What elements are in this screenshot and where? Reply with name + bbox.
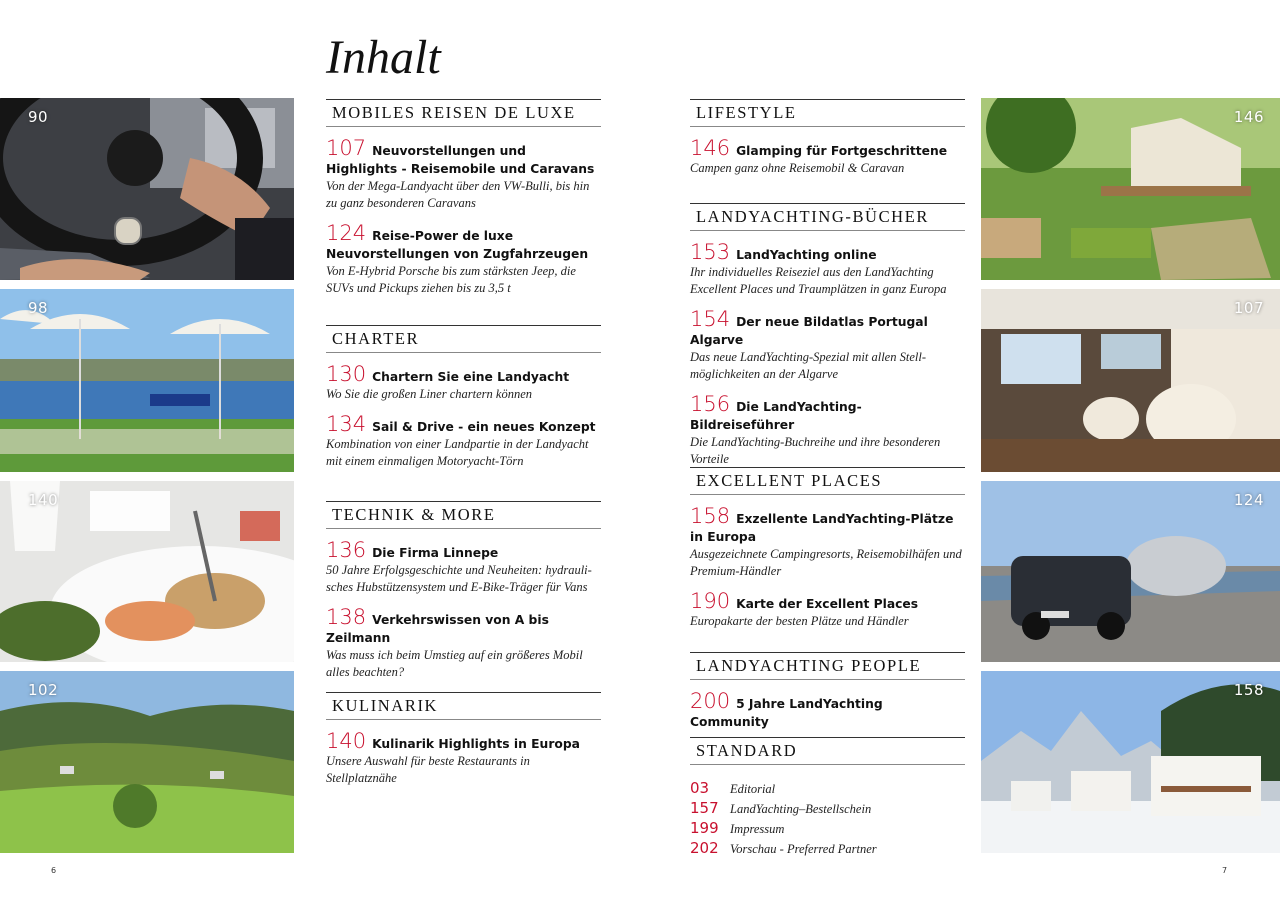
toc-section bbox=[326, 325, 601, 470]
photo-page-number: 98 bbox=[28, 299, 49, 317]
toc-entry[interactable] bbox=[690, 590, 965, 630]
entry-description: Von der Mega-Landyacht über den VW-Bulli, bis hin zu ganz besonderen Caravans bbox=[326, 179, 590, 210]
toc-section bbox=[326, 501, 601, 681]
entry-page-number: 124 bbox=[326, 221, 367, 245]
photo-page-number: 102 bbox=[28, 681, 59, 699]
entry-page-number: 03 bbox=[690, 779, 710, 797]
entry-page-number: 107 bbox=[326, 136, 367, 160]
entry-description: Kombination von einer Landpartie in der Landyacht mit einem einmaligen Motoryacht-Törn bbox=[326, 437, 589, 468]
toc-entry[interactable] bbox=[326, 363, 601, 403]
toc-entry[interactable] bbox=[690, 393, 965, 468]
toc-entry[interactable] bbox=[690, 241, 965, 298]
entry-title: Der neue Bildatlas Portugal Algarve bbox=[690, 315, 928, 347]
toc-column-right bbox=[690, 99, 965, 869]
entry-title: Die LandYachting-Bildreiseführer bbox=[690, 400, 862, 432]
photo-page-number: 140 bbox=[28, 491, 59, 509]
toc-entry[interactable] bbox=[690, 690, 965, 731]
entry-page-number: 136 bbox=[326, 538, 367, 562]
entry-page-number: 200 bbox=[690, 689, 731, 713]
section-heading: TECHNIK & MORE bbox=[326, 501, 601, 529]
page-title: Inhalt bbox=[326, 31, 441, 84]
entry-page-number: 157 bbox=[690, 799, 719, 817]
entry-title: Glamping für Fortgeschrittene bbox=[736, 144, 948, 158]
entry-page-number: 158 bbox=[690, 504, 731, 528]
toc-section bbox=[690, 467, 965, 630]
section-heading: STANDARD bbox=[690, 737, 965, 765]
entry-title: Vorschau - Preferred Partner bbox=[730, 842, 877, 856]
entry-page-number: 199 bbox=[690, 819, 719, 837]
entry-page-number: 153 bbox=[690, 240, 731, 264]
toc-entry[interactable] bbox=[690, 505, 965, 580]
photo-steering-wheel bbox=[0, 98, 294, 280]
entry-description: Europakarte der besten Plätze und Händler bbox=[690, 614, 909, 628]
photo-page-number: 90 bbox=[28, 108, 49, 126]
entry-description: Die LandYachting-Buchreihe und ihre besonderen Vorteile bbox=[690, 435, 941, 466]
toc-entry[interactable] bbox=[326, 222, 601, 297]
section-heading: LANDYACHTING-BÜCHER bbox=[690, 203, 965, 231]
toc-section bbox=[690, 203, 965, 468]
toc-entry[interactable] bbox=[326, 413, 601, 470]
entry-page-number: 146 bbox=[690, 136, 731, 160]
section-heading: LIFESTYLE bbox=[690, 99, 965, 127]
standard-item[interactable] bbox=[690, 779, 965, 799]
section-heading: KULINARIK bbox=[326, 692, 601, 720]
standard-item[interactable] bbox=[690, 819, 965, 839]
photo-page-number: 158 bbox=[1233, 681, 1264, 699]
photo-page-number: 124 bbox=[1233, 491, 1264, 509]
folio-right: 7 bbox=[1222, 866, 1228, 875]
entry-description: Ausgezeichnete Campingresorts, Reisemobilhäfen und Premium-Händler bbox=[690, 547, 962, 578]
section-heading: EXCELLENT PLACES bbox=[690, 467, 965, 495]
toc-entry[interactable] bbox=[326, 539, 601, 596]
toc-column-left bbox=[326, 99, 601, 799]
toc-section bbox=[690, 99, 965, 177]
entry-description: Was muss ich beim Umstieg auf ein größeres Mobil alles beachten? bbox=[326, 648, 583, 679]
entry-page-number: 130 bbox=[326, 362, 367, 386]
standard-item[interactable] bbox=[690, 799, 965, 819]
section-heading: MOBILES REISEN DE LUXE bbox=[326, 99, 601, 127]
entry-title: Die Firma Linnepe bbox=[372, 546, 499, 560]
folio-left: 6 bbox=[51, 866, 57, 875]
photo-glamping-tent bbox=[981, 98, 1280, 280]
photo-motorhome-interior bbox=[981, 289, 1280, 472]
entry-description: Das neue LandYachting-Spezial mit allen Stell-möglichkeiten an der Algarve bbox=[690, 350, 926, 381]
entry-title: Verkehrswissen von A bis Zeilmann bbox=[326, 613, 549, 645]
entry-title: Neuvorstellungen und Highlights - Reisemobile und Caravans bbox=[326, 144, 595, 176]
entry-title: Editorial bbox=[730, 782, 776, 796]
entry-description: Campen ganz ohne Reisemobil & Caravan bbox=[690, 161, 905, 175]
entry-description: Unsere Auswahl für beste Restaurants in Stellplatznähe bbox=[326, 754, 530, 785]
entry-title: Exzellente LandYachting-Plätze in Europa bbox=[690, 512, 954, 544]
photo-page-number: 146 bbox=[1233, 108, 1264, 126]
photo-suv-with-airstream bbox=[981, 481, 1280, 662]
entry-description: 50 Jahre Erfolgsgeschichte und Neuheiten: hydrauli-sches Hubstützensystem und E-Bike-Träger für Vans bbox=[326, 563, 592, 594]
entry-title: 5 Jahre LandYachting Community bbox=[690, 697, 883, 729]
photo-restaurant-dish bbox=[0, 481, 294, 662]
toc-section-standard bbox=[690, 737, 965, 859]
entry-title: Kulinarik Highlights in Europa bbox=[372, 737, 580, 751]
entry-title: Sail & Drive - ein neues Konzept bbox=[372, 420, 596, 434]
toc-entry[interactable] bbox=[326, 137, 601, 212]
standard-list bbox=[690, 779, 965, 859]
entry-title: LandYachting online bbox=[736, 248, 877, 262]
entry-page-number: 138 bbox=[326, 605, 367, 629]
entry-page-number: 140 bbox=[326, 729, 367, 753]
toc-section bbox=[690, 652, 965, 731]
entry-page-number: 202 bbox=[690, 839, 719, 857]
entry-description: Ihr individuelles Reiseziel aus den LandYachting Excellent Places und Traumplätzen in ganz Europa bbox=[690, 265, 947, 296]
entry-title: LandYachting–Bestellschein bbox=[730, 802, 872, 816]
toc-entry[interactable] bbox=[326, 730, 601, 787]
toc-entry[interactable] bbox=[326, 606, 601, 681]
entry-title: Chartern Sie eine Landyacht bbox=[372, 370, 570, 384]
photo-lakeside-umbrellas bbox=[0, 289, 294, 472]
entry-title: Karte der Excellent Places bbox=[736, 597, 919, 611]
entry-page-number: 154 bbox=[690, 307, 731, 331]
entry-title: Impressum bbox=[730, 822, 785, 836]
section-heading: LANDYACHTING PEOPLE bbox=[690, 652, 965, 680]
entry-page-number: 190 bbox=[690, 589, 731, 613]
photo-alpine-valley bbox=[0, 671, 294, 853]
toc-section bbox=[326, 99, 601, 297]
toc-entry[interactable] bbox=[690, 308, 965, 383]
photo-page-number: 107 bbox=[1233, 299, 1264, 317]
photo-winter-camping bbox=[981, 671, 1280, 853]
toc-section bbox=[326, 692, 601, 787]
standard-item[interactable] bbox=[690, 839, 965, 859]
toc-entry[interactable] bbox=[690, 137, 965, 177]
entry-page-number: 134 bbox=[326, 412, 367, 436]
entry-description: Wo Sie die großen Liner chartern können bbox=[326, 387, 532, 401]
entry-page-number: 156 bbox=[690, 392, 731, 416]
section-heading: CHARTER bbox=[326, 325, 601, 353]
entry-description: Von E-Hybrid Porsche bis zum stärksten Jeep, die SUVs und Pickups ziehen bis zu 3,5 t bbox=[326, 264, 576, 295]
entry-title: Reise-Power de luxe Neuvorstellungen von Zugfahrzeugen bbox=[326, 229, 589, 261]
